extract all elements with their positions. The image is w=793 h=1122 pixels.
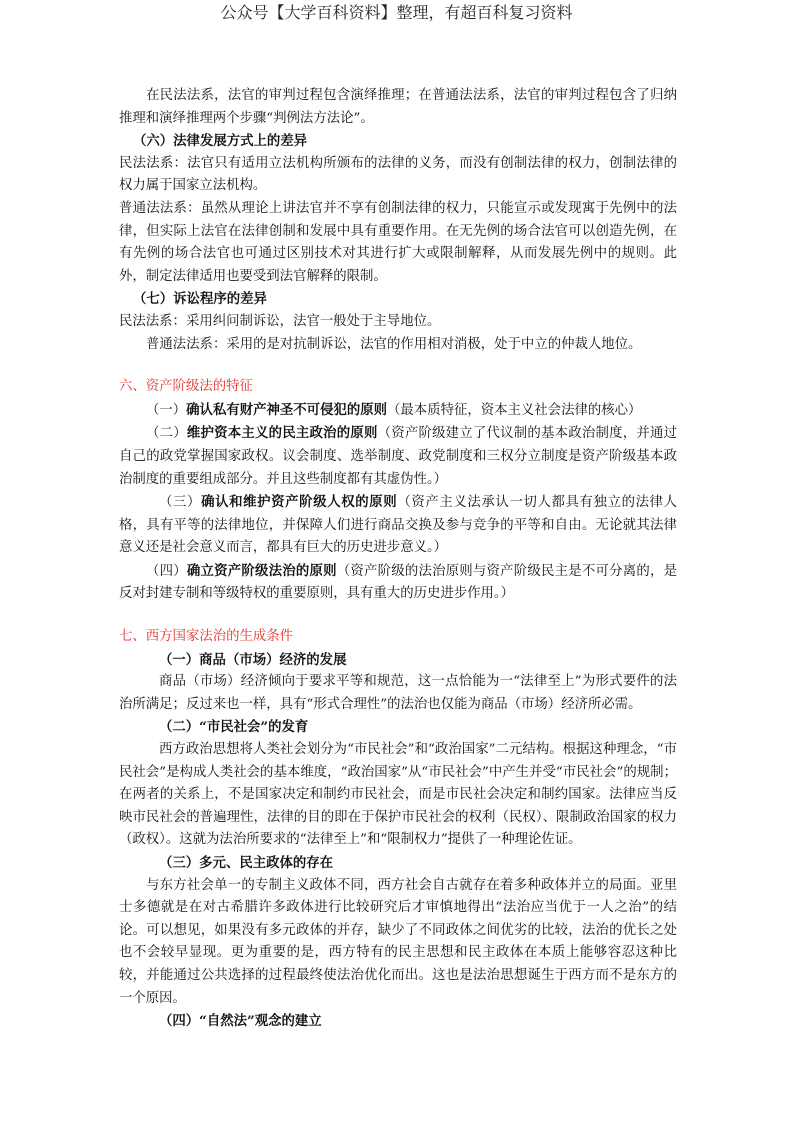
sec6-item-2-title: 维护资本主义的民主政治的原则 — [186, 425, 378, 442]
sec6-item-1-body: （最本质特征，资本主义社会法律的核心） — [387, 402, 642, 418]
sec7-sub-1-title: （一）商品（市场）经济的发展 — [159, 651, 347, 668]
sec6-item-3-title: 确认和维护资产阶级人权的原则 — [201, 494, 398, 511]
sec6-item-3 — [119, 491, 677, 560]
sec6-item-2 — [119, 422, 677, 491]
section-7-heading: 七、西方国家法治的生成条件 — [119, 629, 294, 645]
sec6-item-1 — [119, 399, 677, 423]
sec6-item-3-num: （三） — [159, 495, 202, 511]
sec7-sub-1-body: 商品（市场）经济倾向于要求平等和规范，这一点恰能为一“法律至上”为形式要件的法治所满足；反过来也一样，具有“形式合理性”的法治也仅能为商品（市场）经济所必需。 — [119, 674, 677, 712]
s7-civil-paragraph: 民法法系：采用纠问制诉讼，法官一般处于主导地位。 — [119, 313, 441, 329]
sec6-item-2-body: （资产阶级建立了代议制的基本政治制度，并通过自己的政党掌握国家政权。议会制度、选举制度、政党制度和三权分立制度是资产阶级基本政治制度的重要组成部分。并且这些制度都有其虚伪性。） — [119, 426, 678, 487]
document-body — [119, 85, 677, 1033]
sec6-item-2-num: （二） — [146, 426, 187, 442]
section-6-heading: 六、资产阶级法的特征 — [119, 379, 253, 395]
sec6-item-4-num: （四） — [146, 563, 187, 579]
sec7-sub-3-body: 与东方社会单一的专制主义政体不同，西方社会自古就存在着多种政体并立的局面。亚里士多德就是在对古希腊许多政体进行比较研究后才审慎地得出“法治应当优于一人之治”的结论。可以想见，如果没有多元政体的并存，缺少了不同政体之间优劣的比较，法治的优长之处也不会较早显现。更为重要的是，西方特有的民主思想和民主政体在本质上能够容忍这种比较，并能通过公共选择的过程最终使法治优化而出。这也是法治思想诞生于西方而不是东方的一个原因。 — [119, 877, 677, 1006]
sec7-sub-2-title: （二）“市民社会”的发育 — [159, 719, 309, 736]
sec6-item-4-title: 确立资产阶级法治的原则 — [186, 562, 337, 579]
intro-paragraph: 在民法法系，法官的审判过程包含演绎推理；在普通法法系，法官的审判过程包含了归纳推理和演绎推理两个步骤“判例法方法论”。 — [119, 88, 677, 126]
sec7-sub-4-title: （四）“自然法”观念的建立 — [159, 1013, 322, 1030]
s6-civil-paragraph: 民法法系：法官只有适用立法机构所颁布的法律的义务，而没有创制法律的权力，创制法律的权力属于国家立法机构。 — [119, 155, 677, 194]
s6-common-paragraph: 普通法法系：虽然从理论上讲法官并不享有创制法律的权力，只能宣示或发现寓于先例中的法律，但实际上法官在法律创制和发展中具有重要作用。在无先例的场合法官可以创造先例，在有先例的场合法官也可通过区别技术对其进行扩大或限制解释，从而发展先例中的规则。此外，制定法律适用也要受到法官解释的限制。 — [119, 200, 677, 284]
sec7-sub-3-title: （三）多元、民主政体的存在 — [159, 855, 334, 871]
s6-title: （六）法律发展方式上的差异 — [133, 133, 308, 150]
sec6-item-1-title: 确认私有财产神圣不可侵犯的原则 — [186, 401, 388, 418]
sec6-item-1-num: （一） — [146, 402, 187, 418]
s7-common-paragraph: 普通法法系：采用的是对抗制诉讼，法官的作用相对消极，处于中立的仲裁人地位。 — [146, 336, 642, 352]
sec6-item-4 — [119, 560, 677, 606]
sec7-sub-2-body: 西方政治思想将人类社会划分为“市民社会”和“政治国家”二元结构。根据这种理念，“市民社会”是构成人类社会的基本维度，“政治国家”从“市民社会”中产生并受“市民社会”的规制；在两者的关系上，不是国家决定和制约市民社会，而是市民社会决定和制约国家。法律应当反映市民社会的普遍理性，法律的目的即在于保护市民社会的权利（民权）、限制政治国家的权力（政权）。这就为法治所要求的“法律至上”和“限制权力”提供了一种理论佐证。 — [119, 742, 677, 848]
sec6-item-3-body: （资产主义法承认一切人都具有独立的法律人格，具有平等的法律地位，并保障人们进行商品交换及参与竞争的平等和自由。无论就其法律意义还是社会意义而言，都具有巨大的历史进步意义。） — [119, 495, 678, 556]
s7-title: （七）诉讼程序的差异 — [133, 291, 267, 308]
sec6-item-4-body: （资产阶级的法治原则与资产阶级民主是不可分离的，是反对封建专制和等级特权的重要原则，具有重大的历史进步作用。） — [119, 563, 678, 602]
page-header: 公众号【大学百科资料】整理，有超百科复习资料 — [220, 3, 573, 22]
